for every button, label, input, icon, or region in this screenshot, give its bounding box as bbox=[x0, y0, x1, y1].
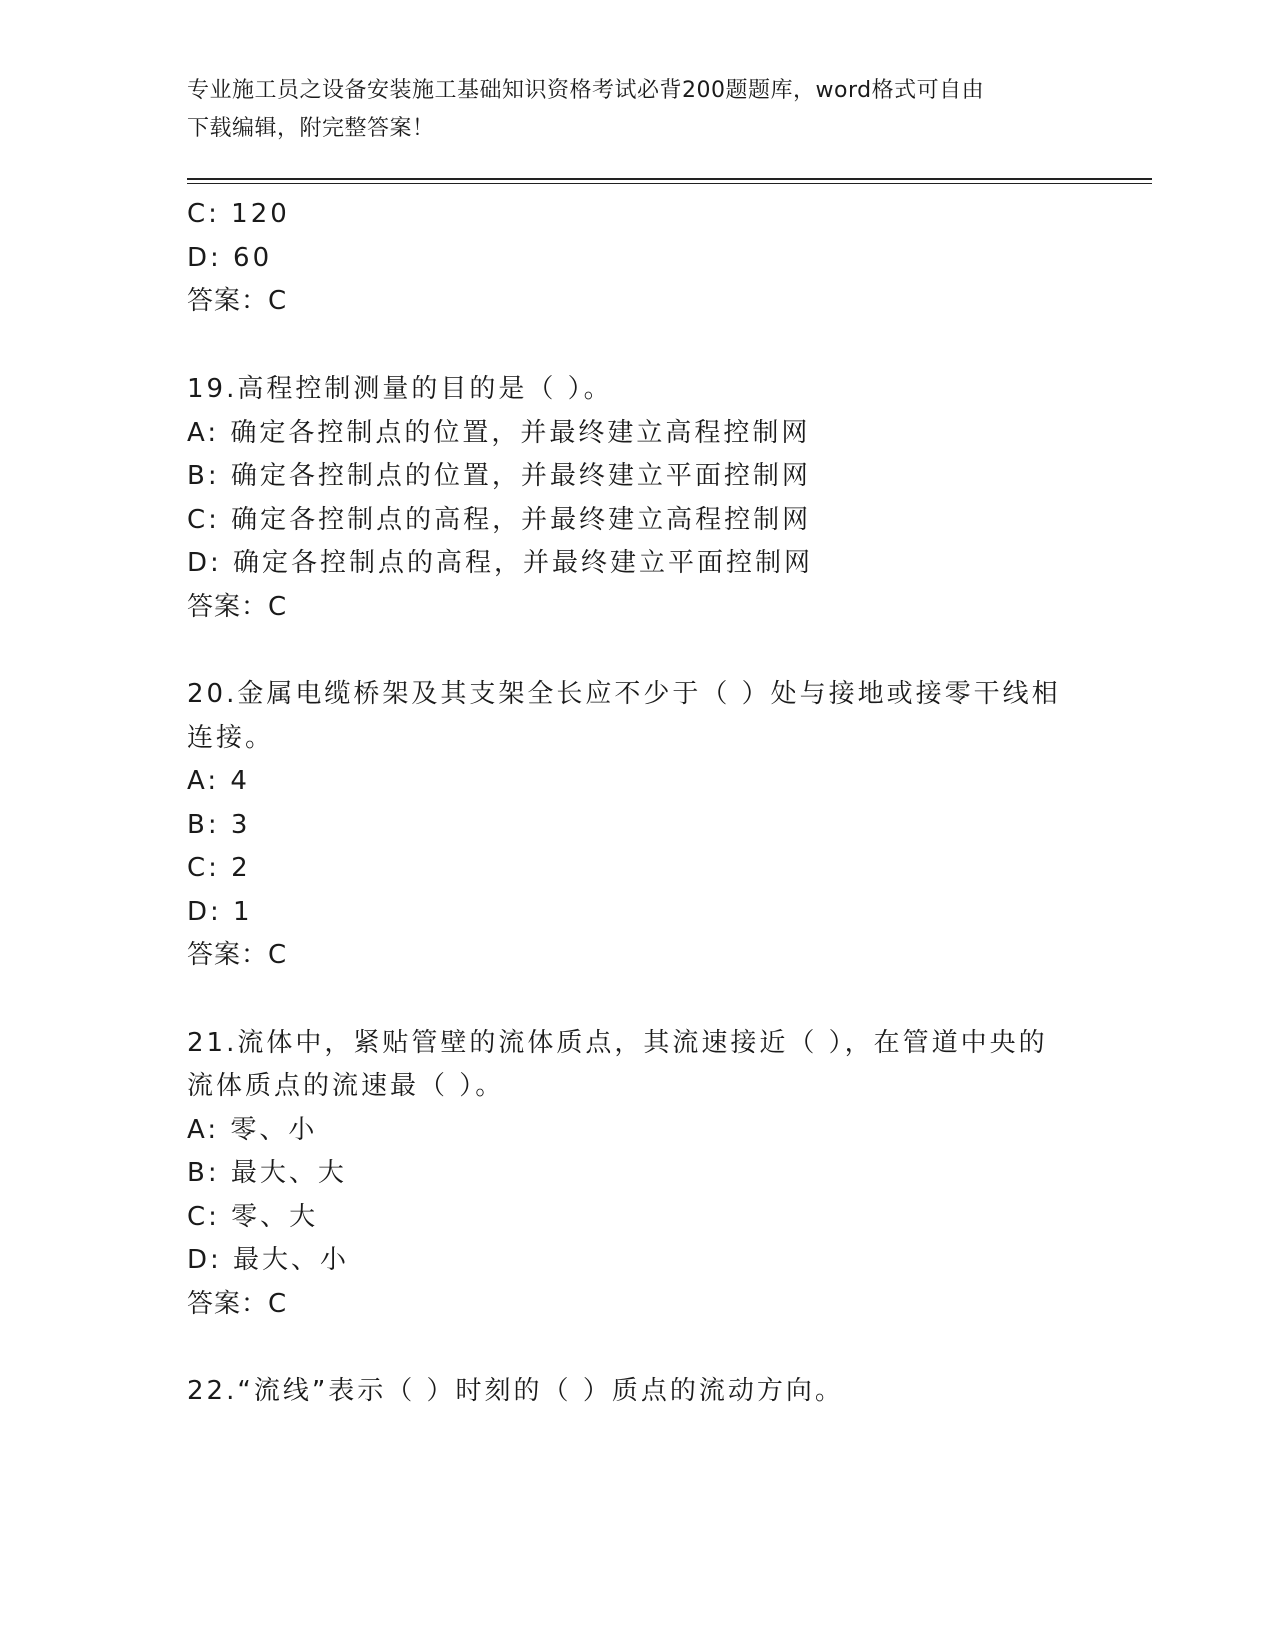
header-divider-thick bbox=[187, 178, 1152, 180]
option-b: B: 3 bbox=[187, 810, 251, 840]
option-d: D: 60 bbox=[187, 243, 273, 273]
header-line-1: 专业施工员之设备安装施工基础知识资格考试必背200题题库，word格式可自由 bbox=[187, 78, 985, 103]
answer-line: 答案：C bbox=[187, 286, 288, 316]
question-stem-line-1: 20.金属电缆桥架及其支架全长应不少于（ ）处与接地或接零干线相 bbox=[187, 679, 1061, 709]
question-stem: 22.“流线”表示（ ）时刻的（ ）质点的流动方向。 bbox=[187, 1376, 844, 1406]
question-stem-line-1: 21.流体中，紧贴管壁的流体质点，其流速接近（ ），在管道中央的 bbox=[187, 1028, 1048, 1058]
option-b: B: 最大、大 bbox=[187, 1158, 347, 1188]
answer-line: 答案：C bbox=[187, 1289, 288, 1319]
option-c: C: 确定各控制点的高程，并最终建立高程控制网 bbox=[187, 505, 812, 535]
option-a: A: 确定各控制点的位置，并最终建立高程控制网 bbox=[187, 418, 811, 448]
option-c: C: 2 bbox=[187, 853, 251, 883]
option-d: D: 最大、小 bbox=[187, 1245, 350, 1275]
header-text bbox=[187, 72, 1067, 148]
answer-line: 答案：C bbox=[187, 592, 288, 622]
option-c: C: 零、大 bbox=[187, 1202, 319, 1232]
header-line-2: 下载编辑，附完整答案！ bbox=[187, 116, 435, 141]
option-c: C: 120 bbox=[187, 199, 290, 229]
option-d: D: 1 bbox=[187, 897, 253, 927]
option-b: B: 确定各控制点的位置，并最终建立平面控制网 bbox=[187, 461, 811, 491]
question-stem-line-2: 连接。 bbox=[187, 723, 275, 753]
option-a: A: 零、小 bbox=[187, 1115, 318, 1145]
answer-line: 答案：C bbox=[187, 940, 288, 970]
header-divider-thin bbox=[187, 183, 1152, 184]
option-a: A: 4 bbox=[187, 766, 250, 796]
option-d: D: 确定各控制点的高程，并最终建立平面控制网 bbox=[187, 548, 814, 578]
question-stem: 19.高程控制测量的目的是（ ）。 bbox=[187, 374, 613, 404]
question-stem-line-2: 流体质点的流速最（ ）。 bbox=[187, 1071, 505, 1101]
